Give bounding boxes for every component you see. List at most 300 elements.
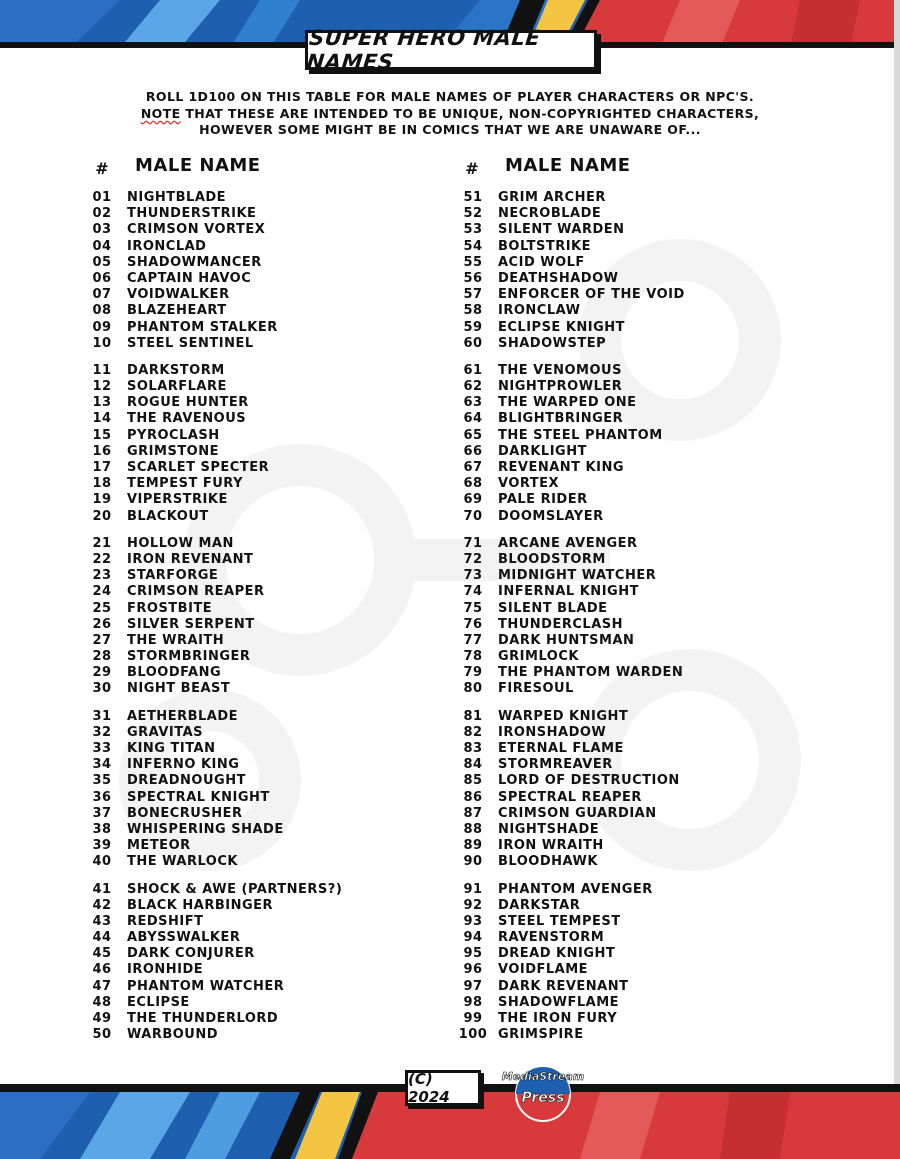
name-row (453, 363, 813, 379)
name-row (82, 854, 442, 870)
name-row (453, 709, 813, 725)
name-row (453, 255, 813, 271)
roll-number: 48 (92, 994, 112, 1010)
hero-name: PHANTOM STALKER (127, 319, 278, 335)
hero-name: GRIMLOCK (498, 649, 579, 665)
name-row (453, 617, 813, 633)
hero-name: VORTEX (498, 476, 560, 492)
roll-number: 32 (92, 724, 112, 740)
hero-name: CAPTAIN HAVOC (127, 270, 252, 286)
name-row (82, 806, 442, 822)
hero-name: PALE RIDER (498, 492, 588, 508)
name-row (82, 617, 442, 633)
hero-name: SPECTRAL KNIGHT (127, 789, 270, 805)
name-row (82, 995, 442, 1011)
hero-name: STORMREAVER (498, 757, 613, 773)
name-row (453, 190, 813, 206)
roll-number: 70 (463, 508, 483, 524)
left-number-header: # (95, 159, 109, 178)
name-row (82, 287, 442, 303)
name-group (453, 536, 813, 698)
page-edge (894, 0, 900, 1159)
name-row (453, 741, 813, 757)
hero-name: ENFORCER OF THE VOID (498, 287, 685, 303)
hero-name: STEEL SENTINEL (127, 335, 254, 351)
hero-name: REVENANT KING (498, 460, 625, 475)
roll-number: 15 (92, 427, 112, 443)
roll-number: 89 (463, 838, 483, 854)
copyright-text: (C) 2024 (408, 1070, 450, 1106)
hero-name: GRIM ARCHER (498, 190, 606, 205)
name-row (453, 665, 813, 681)
hero-name: BLAZEHEART (127, 303, 227, 319)
roll-number: 41 (92, 881, 112, 897)
name-row (453, 930, 813, 946)
roll-number: 71 (463, 535, 483, 551)
hero-name: SHOCK & AWE (PARTNERS?) (127, 881, 343, 897)
name-row (453, 287, 813, 303)
roll-number: 61 (463, 362, 483, 378)
name-row (453, 336, 813, 352)
hero-name: VIPERSTRIKE (127, 492, 228, 508)
name-row (82, 773, 442, 789)
name-row (453, 509, 813, 525)
name-row (453, 962, 813, 978)
roll-number: 58 (463, 303, 483, 319)
roll-number: 17 (92, 460, 112, 475)
hero-name: NIGHTBLADE (127, 190, 227, 205)
name-row (453, 476, 813, 492)
roll-number: 77 (463, 632, 483, 648)
name-row (82, 271, 442, 287)
hero-name: FROSTBITE (127, 600, 213, 616)
name-row (453, 725, 813, 741)
hero-name: THE WARPED ONE (498, 395, 637, 411)
name-group (453, 709, 813, 871)
name-row (82, 584, 442, 600)
hero-name: DARKSTAR (498, 897, 581, 913)
hero-name: SCARLET SPECTER (127, 460, 270, 475)
name-row (453, 838, 813, 854)
roll-number: 65 (463, 427, 483, 443)
hero-name: LORD OF DESTRUCTION (498, 773, 680, 789)
name-row (453, 790, 813, 806)
name-row (453, 854, 813, 870)
hero-name: THE WRAITH (127, 632, 225, 648)
roll-number: 69 (463, 492, 483, 508)
hero-name: THE IRON FURY (498, 1011, 618, 1026)
name-row (82, 1027, 442, 1043)
name-group (82, 882, 442, 1044)
roll-number: 11 (92, 362, 112, 378)
hero-name: BLOODSTORM (498, 551, 606, 567)
name-row (82, 914, 442, 930)
roll-number: 08 (92, 303, 112, 319)
name-row (82, 665, 442, 681)
hero-name: THUNDERCLASH (498, 616, 623, 632)
roll-number: 93 (463, 913, 483, 929)
hero-name: ABYSSWALKER (127, 930, 241, 946)
hero-name: NECROBLADE (498, 206, 602, 222)
hero-name: ACID WOLF (498, 254, 585, 270)
hero-name: DARKSTORM (127, 362, 225, 378)
roll-number: 88 (463, 821, 483, 837)
roll-number: 27 (92, 632, 112, 648)
roll-number: 79 (463, 665, 483, 681)
name-row (82, 492, 442, 508)
hero-name: THE RAVENOUS (127, 411, 247, 427)
roll-number: 44 (92, 930, 112, 946)
hero-name: REDSHIFT (127, 913, 204, 929)
name-row (82, 395, 442, 411)
roll-number: 35 (92, 773, 112, 789)
hero-name: GRIMSTONE (127, 443, 219, 459)
roll-number: 94 (463, 930, 483, 946)
name-row (82, 649, 442, 665)
hero-name: ARCANE AVENGER (498, 535, 638, 551)
name-row (82, 930, 442, 946)
name-row (82, 757, 442, 773)
name-group (82, 190, 442, 352)
roll-number: 57 (463, 287, 483, 303)
roll-number: 30 (92, 681, 112, 697)
name-row (82, 428, 442, 444)
roll-number: 98 (463, 994, 483, 1010)
hero-name: METEOR (127, 838, 191, 854)
roll-number: 92 (463, 897, 483, 913)
hero-name: SOLARFLARE (127, 379, 227, 395)
roll-number: 26 (92, 616, 112, 632)
hero-name: ECLIPSE KNIGHT (498, 319, 626, 335)
roll-number: 05 (92, 254, 112, 270)
hero-name: MIDNIGHT WATCHER (498, 568, 657, 584)
name-row (82, 790, 442, 806)
intro-note-word: NOTE (140, 105, 181, 121)
hero-name: PYROCLASH (127, 427, 220, 443)
hero-name: IRONHIDE (127, 962, 204, 978)
name-row (453, 460, 813, 476)
roll-number: 29 (92, 665, 112, 681)
name-row (453, 222, 813, 238)
roll-number: 28 (92, 649, 112, 665)
name-row (453, 552, 813, 568)
hero-name: HOLLOW MAN (127, 535, 234, 551)
intro-line-2 (80, 106, 820, 123)
roll-number: 80 (463, 681, 483, 697)
hero-name: STEEL TEMPEST (498, 913, 621, 929)
name-row (82, 822, 442, 838)
intro-line-3: HOWEVER SOME MIGHT BE IN COMICS THAT WE ARE UNAWARE OF... (199, 122, 701, 137)
hero-name: KING TITAN (127, 741, 216, 756)
name-row (82, 725, 442, 741)
roll-number: 59 (463, 319, 483, 335)
roll-number: 07 (92, 287, 112, 303)
name-row (453, 633, 813, 649)
intro-paragraph (80, 89, 820, 139)
hero-name: BOLTSTRIKE (498, 238, 591, 254)
hero-name: WHISPERING SHADE (127, 821, 284, 837)
name-row (453, 946, 813, 962)
roll-number: 85 (463, 773, 483, 789)
name-row (453, 898, 813, 914)
roll-number: 21 (92, 535, 112, 551)
name-row (453, 395, 813, 411)
name-group (82, 536, 442, 698)
name-row (453, 914, 813, 930)
name-row (453, 1027, 813, 1043)
hero-name: DOOMSLAYER (498, 508, 604, 524)
hero-name: ETERNAL FLAME (498, 741, 624, 756)
roll-number: 56 (463, 270, 483, 286)
roll-number: 60 (463, 335, 483, 351)
hero-name: BLOODFANG (127, 665, 222, 681)
name-row (82, 536, 442, 552)
name-row (82, 206, 442, 222)
roll-number: 10 (92, 335, 112, 351)
name-row (453, 882, 813, 898)
roll-number: 46 (92, 962, 112, 978)
name-row (82, 190, 442, 206)
hero-name: IRONSHADOW (498, 724, 607, 740)
hero-name: GRIMSPIRE (498, 1027, 584, 1043)
hero-name: DEATHSHADOW (498, 270, 619, 286)
copyright-badge (405, 1070, 481, 1106)
name-row (453, 806, 813, 822)
roll-number: 62 (463, 379, 483, 395)
roll-number: 37 (92, 805, 112, 821)
roll-number: 31 (92, 708, 112, 724)
hero-name: THE THUNDERLORD (127, 1011, 279, 1026)
page-title: SUPER HERO MALE NAMES (305, 26, 542, 74)
roll-number: 87 (463, 805, 483, 821)
hero-name: CRIMSON VORTEX (127, 222, 266, 238)
hero-name: NIGHTSHADE (498, 821, 600, 837)
hero-name: IRON REVENANT (127, 551, 254, 567)
roll-number: 45 (92, 946, 112, 962)
name-row (453, 601, 813, 617)
name-row (453, 757, 813, 773)
name-row (82, 222, 442, 238)
name-row (453, 773, 813, 789)
right-name-list (453, 190, 813, 1054)
roll-number: 16 (92, 443, 112, 459)
svg-text:Press: Press (521, 1090, 565, 1106)
name-row (453, 568, 813, 584)
roll-number: 13 (92, 395, 112, 411)
roll-number: 83 (463, 741, 483, 756)
name-row (453, 239, 813, 255)
roll-number: 49 (92, 1011, 112, 1026)
name-row (82, 741, 442, 757)
hero-name: STARFORGE (127, 568, 219, 584)
hero-name: SILENT BLADE (498, 600, 608, 616)
name-row (453, 822, 813, 838)
name-row (82, 476, 442, 492)
roll-number: 67 (463, 460, 483, 475)
roll-number: 33 (92, 741, 112, 756)
name-row (453, 271, 813, 287)
hero-name: THE VENOMOUS (498, 362, 622, 378)
roll-number: 96 (463, 962, 483, 978)
roll-number: 02 (92, 206, 112, 222)
hero-name: BLACKOUT (127, 508, 209, 524)
name-row (82, 255, 442, 271)
roll-number: 52 (463, 206, 483, 222)
hero-name: INFERNAL KNIGHT (498, 584, 639, 600)
name-row (82, 601, 442, 617)
name-row (453, 444, 813, 460)
hero-name: WARPED KNIGHT (498, 708, 629, 724)
hero-name: DREAD KNIGHT (498, 946, 616, 962)
name-row (453, 995, 813, 1011)
roll-number: 39 (92, 838, 112, 854)
name-row (82, 962, 442, 978)
name-row (82, 568, 442, 584)
roll-number: 68 (463, 476, 483, 492)
name-row (453, 411, 813, 427)
hero-name: BLACK HARBINGER (127, 897, 274, 913)
roll-number: 74 (463, 584, 483, 600)
name-row (453, 536, 813, 552)
name-row (453, 303, 813, 319)
roll-number: 55 (463, 254, 483, 270)
roll-number: 78 (463, 649, 483, 665)
hero-name: SPECTRAL REAPER (498, 789, 642, 805)
name-row (453, 1011, 813, 1027)
roll-number: 25 (92, 600, 112, 616)
roll-number: 64 (463, 411, 483, 427)
roll-number: 82 (463, 724, 483, 740)
name-row (82, 460, 442, 476)
hero-name: CRIMSON GUARDIAN (498, 805, 657, 821)
name-row (82, 509, 442, 525)
hero-name: AETHERBLADE (127, 708, 239, 724)
hero-name: BLIGHTBRINGER (498, 411, 624, 427)
name-row (82, 709, 442, 725)
name-group (82, 363, 442, 525)
left-name-list (82, 190, 442, 1054)
hero-name: DREADNOUGHT (127, 773, 246, 789)
roll-number: 12 (92, 379, 112, 395)
hero-name: SHADOWMANCER (127, 254, 262, 270)
name-group (453, 190, 813, 352)
hero-name: SILENT WARDEN (498, 222, 625, 238)
hero-name: VOIDFLAME (498, 962, 589, 978)
name-row (82, 681, 442, 697)
hero-name: THE PHANTOM WARDEN (498, 665, 684, 681)
roll-number: 63 (463, 395, 483, 411)
name-row (453, 428, 813, 444)
hero-name: NIGHT BEAST (127, 681, 231, 697)
hero-name: NIGHTPROWLER (498, 379, 623, 395)
name-row (82, 303, 442, 319)
roll-number: 18 (92, 476, 112, 492)
name-row (82, 552, 442, 568)
roll-number: 53 (463, 222, 483, 238)
roll-number: 03 (92, 222, 112, 238)
roll-number: 42 (92, 897, 112, 913)
name-row (82, 239, 442, 255)
name-row (453, 681, 813, 697)
roll-number: 36 (92, 789, 112, 805)
roll-number: 19 (92, 492, 112, 508)
hero-name: IRON WRAITH (498, 838, 604, 854)
roll-number: 90 (463, 854, 483, 870)
hero-name: SILVER SERPENT (127, 616, 255, 632)
hero-name: RAVENSTORM (498, 930, 605, 946)
roll-number: 72 (463, 551, 483, 567)
roll-number: 81 (463, 708, 483, 724)
right-number-header: # (465, 159, 479, 178)
name-row (453, 584, 813, 600)
hero-name: WARBOUND (127, 1027, 219, 1043)
mediastream-press-logo (500, 1058, 586, 1124)
hero-name: IRONCLAW (498, 303, 581, 319)
roll-number: 97 (463, 978, 483, 994)
roll-number: 76 (463, 616, 483, 632)
name-row (453, 379, 813, 395)
roll-number: 23 (92, 568, 112, 584)
hero-name: TEMPEST FURY (127, 476, 243, 492)
hero-name: DARK CONJURER (127, 946, 255, 962)
svg-text:MediaStream: MediaStream (501, 1070, 585, 1083)
hero-name: FIRESOUL (498, 681, 574, 697)
name-row (453, 649, 813, 665)
name-row (82, 1011, 442, 1027)
hero-name: IRONCLAD (127, 238, 207, 254)
name-row (82, 838, 442, 854)
hero-name: DARK HUNTSMAN (498, 632, 635, 648)
roll-number: 73 (463, 568, 483, 584)
name-row (82, 979, 442, 995)
hero-name: THE WARLOCK (127, 854, 238, 870)
name-row (453, 320, 813, 336)
name-row (453, 979, 813, 995)
hero-name: THE STEEL PHANTOM (498, 427, 663, 443)
roll-number: 09 (92, 319, 112, 335)
hero-name: GRAVITAS (127, 724, 204, 740)
roll-number: 51 (463, 190, 483, 205)
roll-number: 91 (463, 881, 483, 897)
name-row (82, 363, 442, 379)
roll-number: 84 (463, 757, 483, 773)
hero-name: STORMBRINGER (127, 649, 251, 665)
roll-number: 34 (92, 757, 112, 773)
roll-number: 06 (92, 270, 112, 286)
hero-name: INFERNO KING (127, 757, 240, 773)
hero-name: DARK REVENANT (498, 978, 629, 994)
roll-number: 75 (463, 600, 483, 616)
hero-name: CRIMSON REAPER (127, 584, 265, 600)
roll-number: 86 (463, 789, 483, 805)
roll-number: 20 (92, 508, 112, 524)
roll-number: 38 (92, 821, 112, 837)
roll-number: 47 (92, 978, 112, 994)
hero-name: DARKLIGHT (498, 443, 587, 459)
name-group (453, 882, 813, 1044)
name-row (82, 882, 442, 898)
name-row (453, 206, 813, 222)
roll-number: 95 (463, 946, 483, 962)
roll-number: 99 (463, 1011, 483, 1026)
hero-name: PHANTOM WATCHER (127, 978, 285, 994)
name-row (82, 633, 442, 649)
name-row (82, 320, 442, 336)
hero-name: THUNDERSTRIKE (127, 206, 257, 222)
roll-number: 54 (463, 238, 483, 254)
name-group (82, 709, 442, 871)
intro-line-1: ROLL 1D100 ON THIS TABLE FOR MALE NAMES OF PLAYER CHARACTERS OR NPC'S. (145, 89, 755, 104)
